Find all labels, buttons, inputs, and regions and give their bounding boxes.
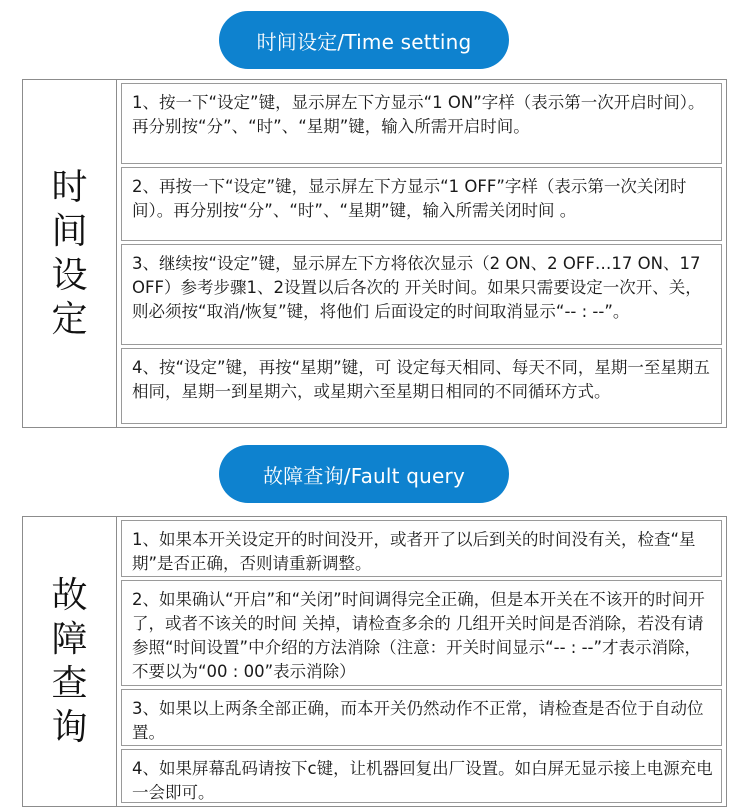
side-char: 时 xyxy=(51,166,88,208)
fault-query-section xyxy=(22,516,727,807)
time-setting-side-title xyxy=(23,80,117,427)
fault-query-side-title xyxy=(23,517,117,806)
fault-query-step-3: 3、如果以上两条全部正确，而本开关仍然动作不正常，请检查是否位于自动位置。 xyxy=(121,689,722,746)
side-char: 查 xyxy=(51,662,88,704)
time-setting-step-2: 2、再按一下“设定”键，显示屏左下方显示“1 OFF”字样（表示第一次关闭时间）。再分别按“分”、“时”、“星期”键，输入所需关闭时间 。 xyxy=(121,167,722,241)
time-setting-header xyxy=(219,11,509,69)
time-setting-title: 时间设定/Time setting xyxy=(256,29,472,54)
fault-query-header xyxy=(219,445,509,503)
fault-query-steps xyxy=(117,517,726,806)
time-setting-step-4: 4、按“设定”键，再按“星期”键，可 设定每天相同、每天不同，星期一至星期五相同，星期一到星期六，或星期六至星期日相同的不同循环方式。 xyxy=(121,348,722,424)
time-setting-step-3: 3、继续按“设定”键，显示屏左下方将依次显示（2 ON、2 OFF…17 ON、17 OFF）参考步骤1、2设置以后各次的 开关时间。如果只需要设定一次开、关，则必须按“取消/恢复”键，将他们 后面设定的时间取消显示“-- : --”。 xyxy=(121,244,722,345)
time-setting-section xyxy=(22,79,727,428)
side-char: 询 xyxy=(51,706,88,748)
side-char: 定 xyxy=(51,298,88,340)
side-char: 故 xyxy=(51,574,88,616)
side-char: 间 xyxy=(51,210,88,252)
fault-query-title: 故障查询/Fault query xyxy=(262,463,466,488)
time-setting-steps xyxy=(117,80,726,427)
fault-query-step-2: 2、如果确认“开启”和“关闭”时间调得完全正确，但是本开关在不该开的时间开了，或者不该关的时间 关掉，请检查多余的 几组开关时间是否消除，若没有请参照“时间设置”中介绍的方法消除（注意：开关时间显示“-- : --”才表示消除，不要以为“00 : 00”表示消除） xyxy=(121,580,722,687)
fault-query-step-1: 1、如果本开关设定开的时间没开，或者开了以后到关的时间没有关，检查“星期”是否正确，否则请重新调整。 xyxy=(121,520,722,577)
time-setting-step-1: 1、按一下“设定”键，显示屏左下方显示“1 ON”字样（表示第一次开启时间）。再分别按“分”、“时”、“星期”键，输入所需开启时间。 xyxy=(121,83,722,164)
side-char: 障 xyxy=(51,618,88,660)
side-char: 设 xyxy=(51,254,88,296)
fault-query-step-4: 4、如果屏幕乱码请按下c键，让机器回复出厂设置。如白屏无显示接上电源充电一会即可。 xyxy=(121,749,722,803)
